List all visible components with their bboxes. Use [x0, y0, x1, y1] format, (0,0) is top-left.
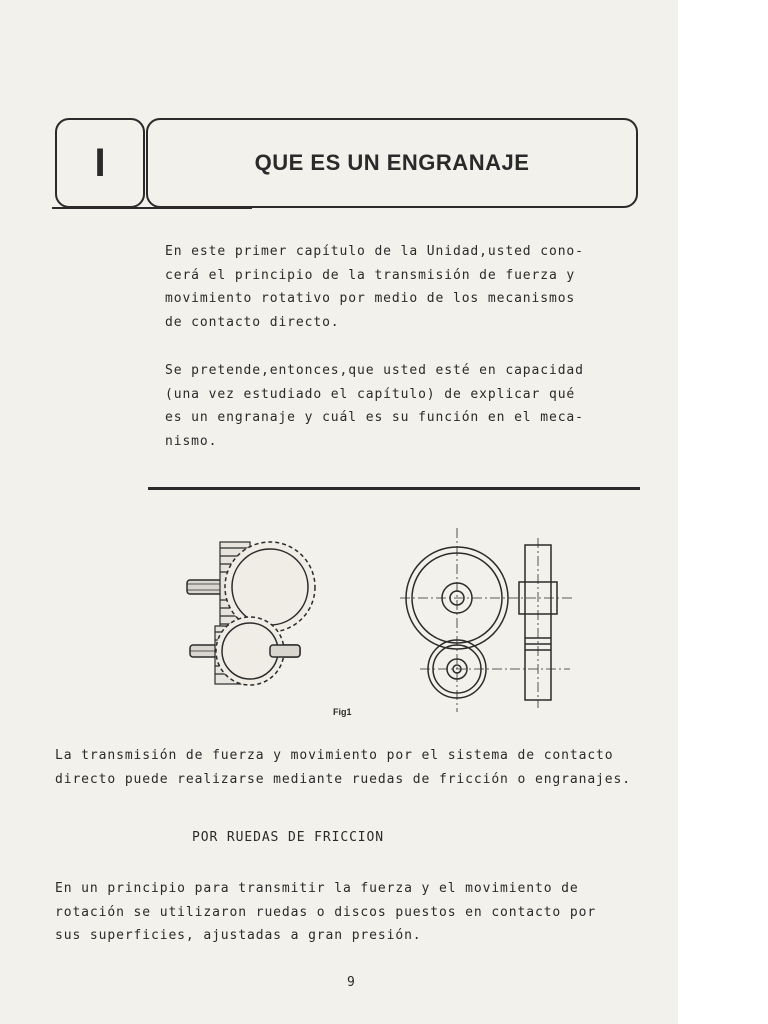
gear-side-view	[519, 538, 557, 708]
body-paragraph	[55, 744, 631, 791]
text-line: movimiento rotativo por medio de los mecanismos	[165, 291, 576, 306]
text-line: nismo.	[165, 433, 218, 449]
text-line: de contacto directo.	[165, 314, 340, 330]
text-line: En este primer capítulo de la Unidad,usted cono-	[165, 244, 584, 259]
text-line: directo puede realizarse mediante ruedas de fricción o engranajes.	[55, 771, 631, 787]
section-divider	[148, 487, 640, 490]
gear-3d-drawing	[187, 542, 315, 685]
text-line: es un engranaje y cuál es su función en el meca-	[165, 410, 584, 425]
text-line: La transmisión de fuerza y movimiento por el sistema de contacto	[55, 748, 614, 763]
gear-illustration	[175, 520, 595, 720]
page-number: 9	[347, 975, 355, 990]
text-line: (una vez estudiado el capítulo) de explicar qué	[165, 386, 576, 402]
text-line: Se pretende,entonces,que usted esté en capacidad	[165, 363, 584, 378]
figure-label: Fig1	[333, 707, 352, 717]
title-underline	[52, 207, 252, 209]
chapter-number: I	[55, 118, 145, 208]
section-paragraph	[55, 877, 596, 948]
section-heading: POR RUEDAS DE FRICCION	[192, 830, 384, 845]
chapter-title: QUE ES UN ENGRANAJE	[146, 118, 638, 208]
text-line: cerá el principio de la transmisión de fuerza y	[165, 267, 576, 283]
text-line: En un principio para transmitir la fuerza y el movimiento de	[55, 881, 579, 896]
text-line: rotación se utilizaron ruedas o discos puestos en contacto por	[55, 904, 597, 920]
intro-paragraph-1	[165, 240, 584, 334]
intro-paragraph-2	[165, 359, 584, 453]
gear-front-view	[400, 528, 575, 712]
text-line: sus superficies, ajustadas a gran presión.	[55, 928, 422, 943]
